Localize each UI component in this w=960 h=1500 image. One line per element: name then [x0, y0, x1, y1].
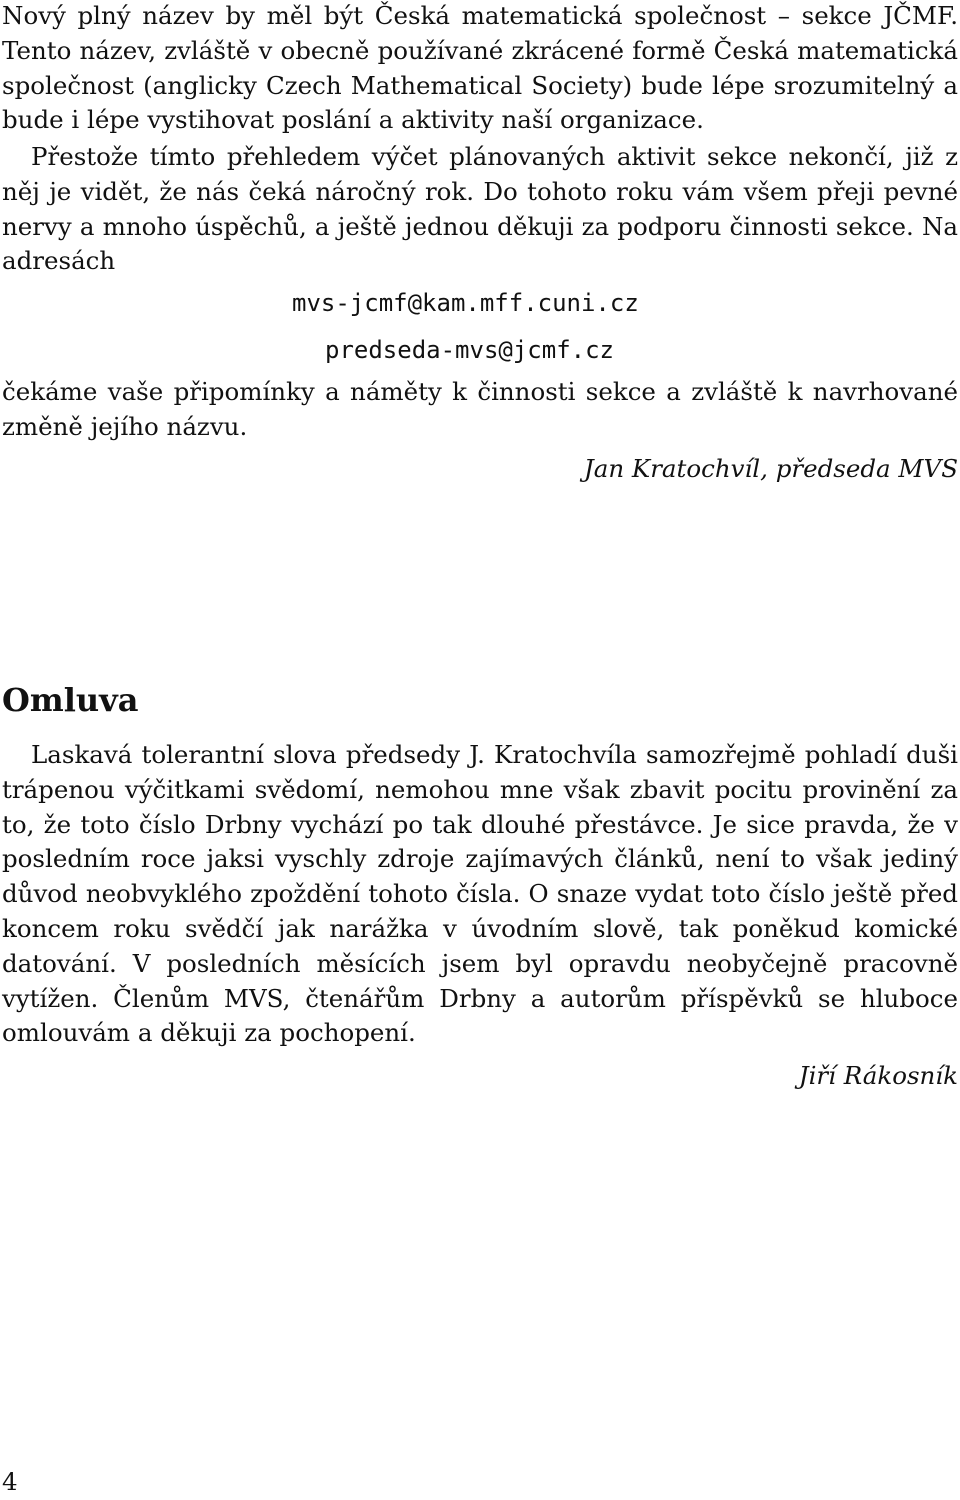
paragraph-planned-activities: Přestože tímto přehledem výčet plánovaných aktivit sekce nekončí, již z něj je vidět, že nás čeká náročný rok. Do tohoto roku vám všem přeji pevné nervy a mnoho úspěchů, a ještě jednou děkuji za podporu činnosti sekce. Na adresách — [2, 142, 958, 276]
paragraph-society-name: Nový plný název by měl být Česká matematická společnost – sekce JČMF. Tento název, zvláště v obecně používané zkrácené formě Česká matematická společnost (anglicky Czech Mathematical Society) bude lépe srozumitelný a bude i lépe vystihovat poslání a aktivity naší organizace. — [2, 1, 958, 135]
signature-editor: Jiří Rákosník — [798, 1061, 958, 1090]
section-heading-apology: Omluva — [2, 681, 139, 719]
email-address-chair[interactable]: predseda-mvs@jcmf.cz — [325, 336, 614, 364]
paragraph-feedback-request: čekáme vaše připomínky a náměty k činnosti sekce a zvláště k navrhované změně jejího názvu. — [2, 377, 958, 441]
page-number: 4 — [2, 1467, 18, 1496]
paragraph-apology: Laskavá tolerantní slova předsedy J. Kratochvíla samozřejmě pohladí duši trápenou výčitkami svědomí, nemohou mne však zbavit pocitu provinění za to, že toto číslo Drbny vychází po tak dlouhé přestávce. Je sice pravda, že v posledním roce jaksi vyschly zdroje zajímavých článků, není to však jediný důvod neobvyklého zpoždění tohoto čísla. O snaze vydat toto číslo ještě před koncem roku svědčí jak narážka v úvodním slově, tak poněkud komické datování. V posledních měsících jsem byl opravdu neobyčejně pracovně vytížen. Členům MVS, čtenářům Drbny a autorům příspěvků se hluboce omlouvám a děkuji za pochopení. — [2, 740, 958, 1048]
signature-chair: Jan Kratochvíl, předseda MVS — [583, 454, 958, 483]
email-address-mvs[interactable]: mvs-jcmf@kam.mff.cuni.cz — [292, 289, 639, 317]
